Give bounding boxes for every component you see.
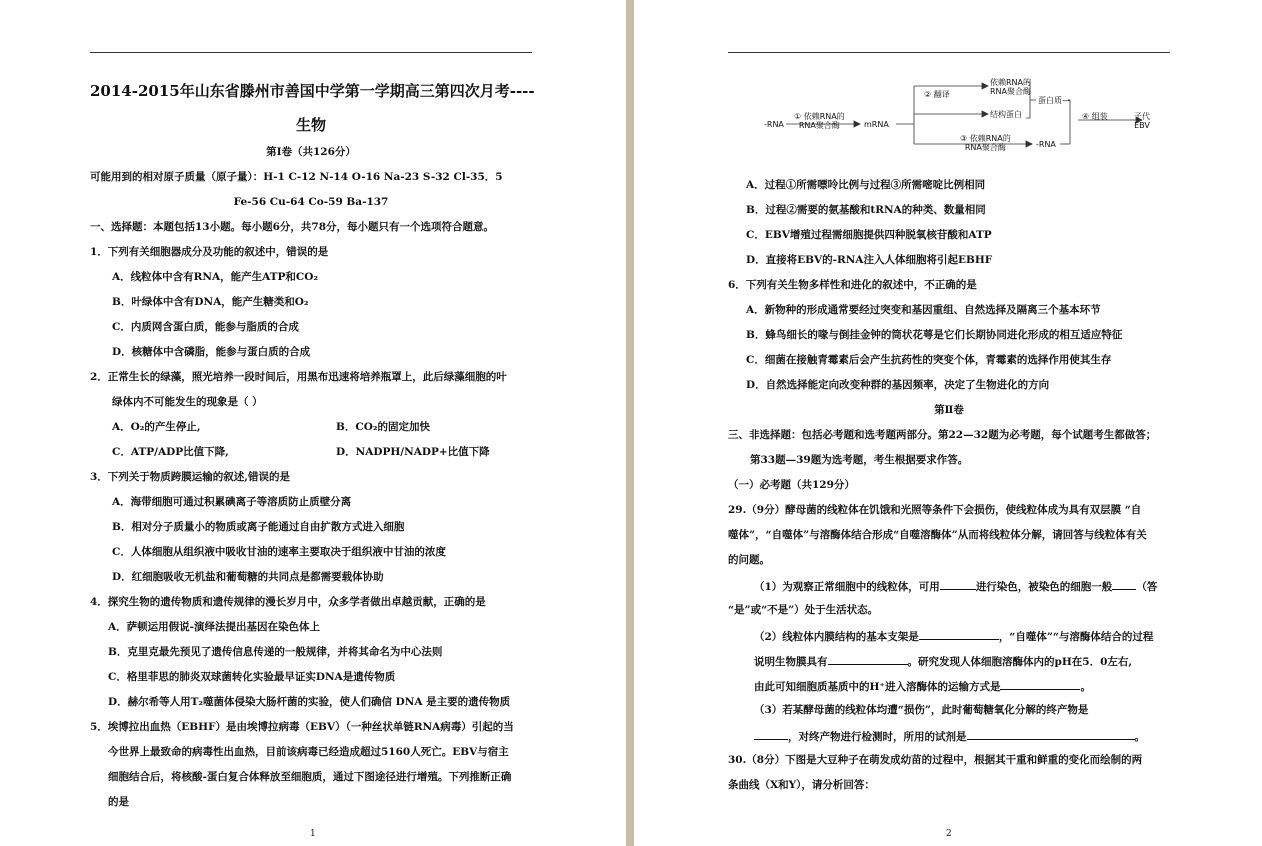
- q3-stem: 3．下列关于物质跨膜运输的叙述,错误的是: [90, 471, 290, 483]
- diagram-start-rna: -RNA: [764, 120, 784, 129]
- section-heading: 第Ⅰ卷（共126分）: [266, 146, 356, 158]
- diagram-protein-b: 结构蛋白: [990, 110, 1022, 119]
- q29-part1-line2: “是”或“不是”）处于生活状态。: [728, 604, 879, 616]
- q2-stem-2: 绿体内不可能发生的现象是（ ）: [112, 396, 263, 408]
- diagram-neg-rna: -RNA: [1036, 140, 1056, 149]
- q4-option-c: C．格里菲思的肺炎双球菌转化实验最早证实DNA是遗传物质: [108, 671, 396, 683]
- nonchoice-intro-1: 三、非选择题：包括必考题和选考题两部分。第22—32题为必考题，每个试题考生都做答；: [728, 429, 1157, 441]
- diagram-protein-a: 依赖RNA的 RNA聚合酶: [990, 78, 1032, 96]
- q5-option-d: D．直接将EBV的-RNA注入人体细胞将引起EBHF: [746, 254, 993, 266]
- diagram-offspring: 子代 EBV: [1134, 112, 1150, 130]
- atomic-masses-2: Fe-56 Cu-64 Co-59 Ba-137: [233, 196, 389, 208]
- q29-line-3: 的问题。: [728, 554, 770, 566]
- q1-stem: 1．下列有关细胞器成分及功能的叙述中，错误的是: [90, 246, 329, 258]
- q29-part2: [754, 628, 1153, 644]
- q29-part3-text-b: ，对终产物进行检测时，所用的试剂是: [788, 731, 967, 743]
- q29-blank-membrane[interactable]: [828, 653, 908, 665]
- q2-stem-1: 2．正常生长的绿藻，照光培养一段时间后，用黑布迅速将培养瓶罩上，此后绿藻细胞的叶: [90, 371, 507, 383]
- q3-option-b: B．相对分子质量小的物质或离子能通过自由扩散方式进入细胞: [112, 521, 405, 533]
- page-1: [0, 0, 626, 846]
- q29-part2-text-c: 说明生物膜具有: [754, 656, 828, 668]
- ebv-replication-diagram: [764, 74, 1154, 160]
- q29-blank-transport[interactable]: [1000, 678, 1080, 690]
- q5-line-3: 细胞结合后，将核酸-蛋白复合体释放至细胞质，通过下图途径进行增殖。下列推断正确: [108, 771, 512, 783]
- q29-blank-product[interactable]: [754, 728, 788, 740]
- q2-option-a: A．O₂的产生停止,: [112, 421, 201, 433]
- q1-option-b: B．叶绿体中含有DNA，能产生糖类和O₂: [112, 296, 309, 308]
- q29-line-2: 噬体”，“自噬体”与溶酶体结合形成“自噬溶酶体”从而将线粒体分解，请回答与线粒体有关: [728, 529, 1147, 541]
- page-2: [634, 0, 1262, 846]
- q6-option-c: C．细菌在接触青霉素后会产生抗药性的突变个体，青霉素的选择作用使其生存: [746, 354, 1112, 366]
- q5-option-c: C．EBV增殖过程需细胞提供四种脱氧核苷酸和ATP: [746, 229, 992, 241]
- nonchoice-intro-2: 第33题—39题为选考题，考生根据要求作答。: [750, 454, 969, 466]
- q29-part1-text-b: 进行染色，被染色的细胞一般: [975, 581, 1113, 593]
- diagram-step3-label: ③ 依赖RNA的 RNA聚合酶: [960, 134, 1011, 152]
- q3-option-a: A．海带细胞可通过积累碘离子等溶质防止质壁分离: [112, 496, 352, 508]
- q1-option-c: C．内质网含蛋白质，能参与脂质的合成: [112, 321, 299, 333]
- q5-line-4: 的是: [108, 796, 129, 808]
- q29-blank-stain[interactable]: [940, 578, 976, 590]
- q29-part3-text-c: 。: [1134, 731, 1145, 743]
- diagram-protein-complex: 蛋白质—: [1038, 96, 1070, 105]
- q29-part1-text-c: （答: [1136, 581, 1158, 593]
- section-2-heading: 第Ⅱ卷: [934, 404, 964, 416]
- q5-line-2: 今世界上最致命的病毒性出血热，目前该病毒已经造成超过5160人死亡。EBV与宿主: [108, 746, 509, 758]
- page-number: 2: [946, 829, 952, 839]
- q29-part3-line2: [754, 728, 1145, 744]
- q4-option-b: B．克里克最先预见了遗传信息传递的一般规律，并将其命名为中心法则: [108, 646, 443, 658]
- header-rule: [728, 52, 1170, 53]
- q29-blank-scaffold[interactable]: [919, 628, 999, 640]
- required-heading: （一）必考题（共129分）: [728, 479, 855, 491]
- q2-option-b: B．CO₂的固定加快: [336, 421, 430, 433]
- q29-part1: [754, 578, 1157, 594]
- page-gutter: [626, 0, 634, 846]
- q30-line-1: 30.（8分）下图是大豆种子在萌发成幼苗的过程中，根据其干重和鲜重的变化而绘制的两: [728, 754, 1143, 766]
- q3-option-c: C．人体细胞从组织液中吸收甘油的速率主要取决于组织液中甘油的浓度: [112, 546, 446, 558]
- q29-part3: （3）若某酵母菌的线粒体均遭“损伤”，此时葡萄糖氧化分解的终产物是: [754, 704, 1089, 716]
- q29-part1-text-a: （1）为观察正常细胞中的线粒体，可用: [754, 581, 940, 593]
- q30-line-2: 条曲线（X和Y），请分析回答：: [728, 779, 875, 791]
- q3-option-d: D．红细胞吸收无机盐和葡萄糖的共同点是都需要载体协助: [112, 571, 384, 583]
- q29-part2-line3: [754, 678, 1091, 694]
- q29-part2-text-d: 。研究发现人体细胞溶酶体内的pH在5．0左右,: [907, 656, 1133, 668]
- atomic-masses-1: 可能用到的相对原子质量（原子量）：H-1 C-12 N-14 O-16 Na-23 S-32 Cl-35．5: [90, 171, 503, 183]
- q6-option-d: D．自然选择能定向改变种群的基因频率，决定了生物进化的方向: [746, 379, 1050, 391]
- header-rule: [90, 52, 532, 53]
- diagram-step4-label: ④ 组装: [1082, 112, 1108, 121]
- q29-part2-text-a: （2）线粒体内膜结构的基本支架是: [754, 631, 919, 643]
- q5-line-1: 5．埃博拉出血热（EBHF）是由埃博拉病毒（EBV）（一种丝状单链RNA病毒）引起的当: [90, 721, 514, 733]
- q5-option-b: B．过程②需要的氨基酸和tRNA的种类、数量相同: [746, 204, 986, 216]
- q6-option-b: B．蜂鸟细长的喙与倒挂金钟的筒状花萼是它们长期协同进化形成的相互适应特征: [746, 329, 1123, 341]
- q4-option-d: D．赫尔希等人用T₂噬菌体侵染大肠杆菌的实验，使人们确信 DNA 是主要的遗传物质: [108, 696, 511, 708]
- q1-option-a: A．线粒体中含有RNA，能产生ATP和CO₂: [112, 271, 319, 283]
- exam-subject: 生物: [295, 116, 326, 134]
- q6-stem: 6．下列有关生物多样性和进化的叙述中，不正确的是: [728, 279, 977, 291]
- q1-option-d: D．核糖体中含磷脂，能参与蛋白质的合成: [112, 346, 311, 358]
- q4-option-a: A．萨顿运用假说-演绎法提出基因在染色体上: [108, 621, 321, 633]
- instructions: 一、选择题：本题包括13小题。每小题6分，共78分，每小题只有一个选项符合题意。: [90, 221, 495, 233]
- q29-line-1: 29.（9分）酵母菌的线粒体在饥饿和光照等条件下会损伤，使线粒体成为具有双层膜 “自: [728, 504, 1142, 516]
- page-number: 1: [310, 829, 316, 839]
- exam-title: 2014-2015年山东省滕州市善国中学第一学期高三第四次月考----: [90, 82, 535, 100]
- diagram-step2-label: ② 翻译: [924, 90, 950, 99]
- q29-part2-text-e: 由此可知细胞质基质中的H⁺进入溶酶体的运输方式是: [754, 681, 1001, 693]
- q29-part2-line2: [754, 653, 1132, 669]
- diagram-step1-label: ① 依赖RNA的 RNA聚合酶: [794, 112, 845, 130]
- diagram-mrna: mRNA: [864, 120, 889, 129]
- q2-option-c: C．ATP/ADP比值下降,: [112, 446, 229, 458]
- q4-stem: 4．探究生物的遗传物质和遗传规律的漫长岁月中，众多学者做出卓越贡献，正确的是: [90, 596, 486, 608]
- q29-blank-reagent[interactable]: [967, 728, 1135, 740]
- q29-blank-alive[interactable]: [1112, 578, 1136, 590]
- q29-part2-text-f: 。: [1080, 681, 1091, 693]
- q2-option-d: D．NADPH/NADP+比值下降: [336, 446, 490, 458]
- q5-option-a: A．过程①所需嘌呤比例与过程③所需嘧啶比例相同: [746, 179, 986, 191]
- q6-option-a: A．新物种的形成通常要经过突变和基因重组、自然选择及隔离三个基本环节: [746, 304, 1101, 316]
- q29-part2-text-b: ，“自噬体”“与溶酶体结合的过程: [998, 631, 1154, 643]
